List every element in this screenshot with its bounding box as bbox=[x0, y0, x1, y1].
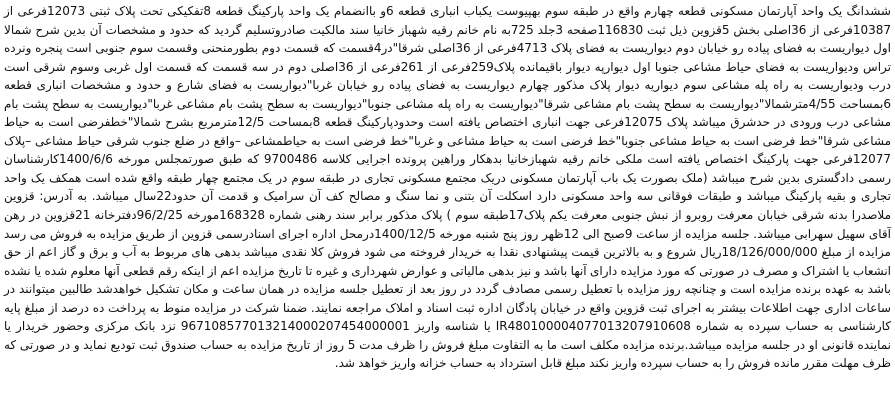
auction-notice-text: ششدانگ یک واحد آپارتمان مسکونی قطعه چهارم واقع در طبقه سوم بهپیوست یکباب انباری قطعه 6و باانضمام یک واحد پارکینگ قطعه 8تفکیکی تحت پلاک ثبتی 12073فرعی از 10387فرعی از 36اصلی بخش 5قزوین ذیل ثبت 116830صفحه 3جلد 725به نام خانم رقیه شهباز خانیا سند مالکیت صادروتسلیم گردید که حدود و مشخصات آن بدین شرح شمالا اول دیواریست به فضای پیاده رو خیابان دوم دیواریست به فضای پلاک 4713فرعی از 36اصلی شرقا"در4قسمت که قسمت دوم بطورمنحنی وقسمت سوم جنوبی است پنجره ونرده تراس ودیواریست به فضای حیاط مشاعی جنوبا اول دیوارپه دیوار باقیمانده پلاک259فرعی از 261فرعی از 36اصلی دوم در سه قسمت که قسمت اول غربی وسوم شرقی است درب ودیواریست به راه پله مشاعی سوم دیواریه دیوار پلاک مذکور چهارم دیواریست به فضای پیاده رو خیابان غربا"دیواریست به فضای شارع و حدود و مشخصات انباری قطعه 6بمساحت 4/55مترشمالا"دیواریست به سطح پشت بام مشاعی شرقا"دیواریست به راه پله مشاعی جنوبا"دیواریست به سطح پشت بام مشاعی غربا"دیواریست به سطح پشت بام مشاعی درب ورودی در حدشرق میباشد پلاک 12075فرعی جهت انباری اختصاص یافته است وحدودپارکینگ قطعه 8بمساحت 12/5مترمربع بشرح شمالا"خطفرضی است به حیاط مشاعی شرقا"خط فرضی است به حیاط مشاعی جنوبا"خط فرضی است به حیاط مشاعی و غربا"خط فرضی است به حیاطمشاعی –واقع در ضلع جنوب شرقی حیاط مشاعی –پلاک 12077فرعی جهت پارکینگ اختصاص یافته است ملکی خانم رقیه شهبازخانیا بدهکار وراهین پرونده اجرایی کلاسه 9700486 که طبق صورتمجلس مورخه 1400/6/6کارشناسان رسمی دادگستری بدین شرح میباشد (ملک بصورت یک باب آپارتمان مسکونی دریک مجتمع مسکونی تجاری در طبقه سوم در یک مجتمع چهار طبقه واقع شده است همکف یک واحد تجاری و بقیه پارکینگ میباشد و طبقات فوقانی سه واحد مسکونی دارد اسکلت آن بتنی و نما سنگ و مصالح کف آن سرامیک و قدمت آن حدود22سال میباشد. به آدرس: قزوین ملاصدرا بدنه شرقی خیابان معرفت روبرو از نبش جنوبی معرفت یکم پلاک17طبقه سوم ) پلاک مذکور برابر سند رهنی شماره 168328مورخه 96/2/25دفترخانه 21قزوین در رهن آقای سهیل سهرابی میباشد. جلسه مزایده از ساعت 9صبح الی 12ظهر روز پنج شنبه مورخه 1400/12/5درمحل اداره اجرای اسنادرسمی قزوین از طریق مزایده به فروش می رسد مزایده از مبلغ 18/126/000/000ریال شروع و به بالاترین قیمت پیشنهادی نقدا به خریدار فروخته می شود فروش کلا نقدی میباشد بدهی های مربوط به آب و برق و گاز اعم از حق انشعاب یا اشتراک و مصرف در صورتی که مورد مزایده دارای آنها باشد و نیز بدهی مالیاتی و عوارض شهرداری و غیره تا تاریخ مزایده اعم از اینکه رقم قطعی آنها معلوم شده یا نشده باشد به عهده برنده مزایده است و چنانچه روز مزایده با تعطیل رسمی مصادف گردد در روز بعد از تعطیل جلسه مزایده در همان ساعت و مکان تشکیل خواهدشد طالبین میتوانند در ساعات اداری جهت اطلاعات بیشتر به اجرای ثبت قزوین واقع در خیابان پادگان اداره ثبت اسناد و املاک مراجعه نمایند. ضمنا شرکت در مزایده منوط به پرداخت ده درصد از مبلغ پایه کارشناسی به حساب سپرده به شماره IR480100004077013207910608 یا شناسه واریز 967108577013214000207454000001 نزد بانک مرکزی وحضور خریدار یا نماینده قانونی او در جلسه مزایده میباشد.برنده مزایده مکلف است ما به التفاوت مبلغ فروش را ظرف مدت 5 روز از تاریخ مزایده به حساب صندوق ثبت تودیع نماید و در صورتی که ظرف مهلت مقرر مانده فروش را به حساب سپرده واریز نکند مبلغ قابل استرداد به حساب خزانه واریز خواهد شد. bbox=[4, 4, 892, 371]
